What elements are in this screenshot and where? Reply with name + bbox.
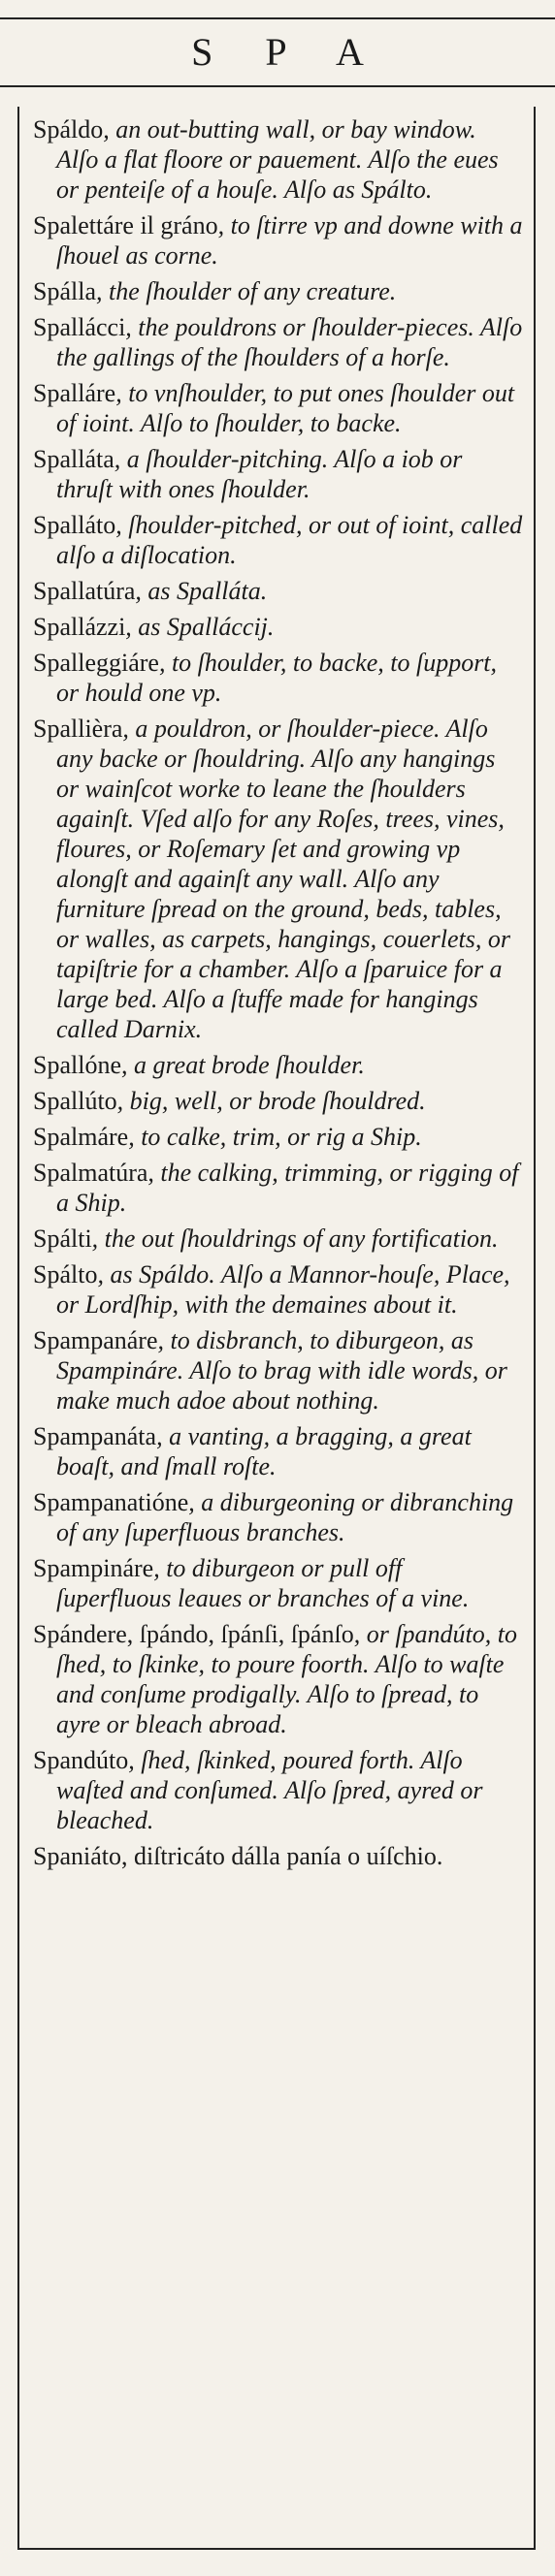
definition: , a pouldron, or ſhoulder-piece. Alſo any backe or ſhouldring. Alſo any hangings or wainſcot worke to leane the ſhoulders againſt. Vſed alſo for any Roſes, trees, vines, floures, or Roſemary ſet and growing vp alongſt and againſt any wall. Alſo any furniture ſpread on the ground, beds, tables, or walles, as carpets, hangings, couerlets, or tapiſtrie for a chamber. Alſo a ſparuice for a large bed. Alſo a ſtuffe made for hangings called Darnix. <box>56 715 510 1043</box>
definition: , the ſhoulder of any creature. <box>96 277 397 305</box>
headword: Spallázzi <box>33 613 126 641</box>
definition: , to disbranch, to diburgeon, as Spampináre. Alſo to brag with idle words, or make much adoe about nothing. <box>56 1326 507 1415</box>
headword: Spándere, ſpándo, ſpánſi, ſpánſo <box>33 1620 354 1648</box>
top-rule <box>0 17 555 19</box>
definition: , as Spáldo. Alſo a Mannor-houſe, Place, or Lordſhip, with the demaines about it. <box>56 1260 510 1319</box>
entry-spanduto <box>33 1745 523 1835</box>
dictionary-entries <box>33 114 523 1877</box>
entry-spallato <box>33 510 523 570</box>
header-rule <box>0 85 555 87</box>
headword: Spampináre <box>33 1554 154 1582</box>
entry-spallatura <box>33 576 523 606</box>
headword: Spampanáre <box>33 1326 158 1354</box>
entry-spallata <box>33 444 523 504</box>
entry-spalettare <box>33 210 523 270</box>
definition: , to ſhoulder, to backe, to ſupport, or hould one vp. <box>56 649 498 707</box>
headword: Spalmatúra <box>33 1159 148 1187</box>
definition: , as Spalláccij. <box>125 613 275 641</box>
headword: Spalláta <box>33 445 114 473</box>
headword: Spalláre <box>33 379 116 407</box>
entry-spaniato <box>33 1841 523 1871</box>
definition: , the pouldrons or ſhoulder-pieces. Alſo the gallings of the ſhoulders of a horſe. <box>56 313 523 371</box>
definition: , to diburgeon or pull off ſuperfluous leaues or branches of a vine. <box>56 1554 470 1612</box>
definition: , to ſtirre vp and downe with a ſhouel as corne. <box>56 211 523 270</box>
entry-spalti <box>33 1224 523 1254</box>
definition: , ſhoulder-pitched, or out of ioint, called alſo a diſlocation. <box>56 511 523 569</box>
definition: , to calke, trim, or rig a Ship. <box>128 1123 422 1151</box>
headword: Spalettáre il gráno <box>33 211 218 239</box>
headword: Spampanatióne <box>33 1488 189 1516</box>
entry-spalto <box>33 1259 523 1320</box>
headword: Spandúto <box>33 1746 129 1774</box>
definition: , an out-butting wall, or bay window. Alſo a flat floore or pauement. Alſo the eues or penteiſe of a houſe. Alſo as Spálto. <box>56 115 499 204</box>
headword: Spalláto <box>33 511 116 539</box>
entry-spalmare <box>33 1122 523 1152</box>
headword: Spampanáta <box>33 1422 157 1450</box>
definition: , the calking, trimming, or rigging of a Ship. <box>56 1159 519 1217</box>
headword: Spalleggiáre <box>33 649 159 677</box>
entry-spalla <box>33 276 523 306</box>
entry-spampanatione <box>33 1487 523 1547</box>
definition: , big, well, or brode ſhouldred. <box>116 1087 426 1115</box>
headword: Spallúto <box>33 1087 117 1115</box>
entry-spalmatura <box>33 1158 523 1218</box>
headword: Spáldo <box>33 115 104 143</box>
definition: , to vnſhoulder, to put ones ſhoulder out of ioint. Alſo to ſhoulder, to backe. <box>56 379 515 437</box>
definition: , a ſhoulder-pitching. Alſo a iob or thruſt with ones ſhoulder. <box>56 445 463 503</box>
definition: , the out ſhouldrings of any fortification. <box>91 1224 499 1253</box>
entry-spaldo <box>33 114 523 205</box>
definition: , a diburgeoning or dibranching of any ſuperfluous branches. <box>56 1488 514 1546</box>
entry-spalleggiare <box>33 648 523 708</box>
entry-spampanata <box>33 1421 523 1481</box>
page-header <box>0 23 555 81</box>
headword: Spallóne <box>33 1051 121 1079</box>
headword: Spálti <box>33 1224 92 1253</box>
entry-spallazzi <box>33 612 523 642</box>
headword: Spallièra <box>33 715 123 743</box>
definition: , a great brode ſhoulder. <box>121 1051 365 1079</box>
definition: , or ſpandúto, to ſhed, to ſkinke, to poure foorth. Alſo to waſte and conſume prodigally. Alſo to ſpread, to ayre or bleach abroad. <box>56 1620 517 1738</box>
headword: Spallatúra <box>33 577 136 605</box>
entry-spallone <box>33 1050 523 1080</box>
entry-spalluto <box>33 1086 523 1116</box>
definition: , a vanting, a bragging, a great boaſt, and ſmall roſte. <box>56 1422 472 1480</box>
entry-spallacci <box>33 312 523 372</box>
page-title: S P A <box>191 30 385 74</box>
entry-spampinare <box>33 1553 523 1613</box>
headword: Spalmáre <box>33 1123 129 1151</box>
entry-spalliera <box>33 714 523 1044</box>
entry-spandere <box>33 1619 523 1739</box>
headword: Spaniáto, diſtricáto dálla panía o uíſchio. <box>33 1842 443 1870</box>
headword: Spálto <box>33 1260 98 1288</box>
definition: , as Spalláta. <box>135 577 268 605</box>
definition: , ſhed, ſkinked, poured forth. Alſo waſted and conſumed. Alſo ſpred, ayred or bleached. <box>56 1746 483 1834</box>
entry-spampanare <box>33 1325 523 1415</box>
entry-spallare <box>33 378 523 438</box>
headword: Spálla <box>33 277 96 305</box>
headword: Spallácci <box>33 313 126 341</box>
